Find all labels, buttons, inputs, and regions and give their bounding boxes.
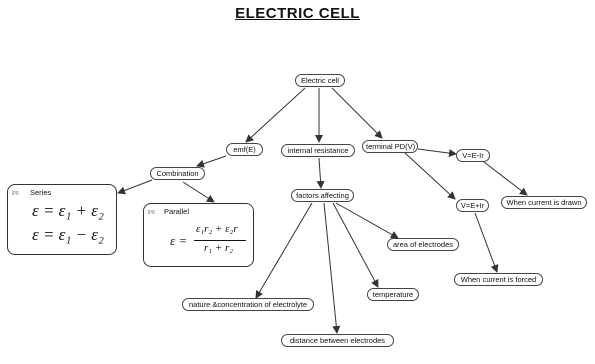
node-area-of-electrodes: area of electrodes xyxy=(387,238,459,251)
parallel-equation-numerator: ε₁r₂ + ε₂r xyxy=(196,223,238,235)
parallel-equation-denominator: r₁ + r₂ xyxy=(204,242,234,254)
node-v-e-minus-ir: V=E-Ir xyxy=(456,149,490,162)
node-internal-resistance: internal resistance xyxy=(281,144,355,157)
edge-root-terminal xyxy=(332,88,382,138)
node-temperature: temperature xyxy=(367,288,419,301)
node-electric-cell: Electric cell xyxy=(295,74,345,87)
edge-factors-temperature xyxy=(333,203,378,287)
edge-combination-parallel xyxy=(183,182,214,202)
series-formula-box xyxy=(7,184,117,255)
edge-terminal-vminus xyxy=(418,149,456,154)
edge-vminus-drawn xyxy=(484,162,527,195)
node-v-e-plus-ir: V=E+Ir xyxy=(456,199,489,212)
parallel-label: Parallel xyxy=(164,207,190,216)
node-factors-affecting: factors affecting xyxy=(291,189,354,202)
node-nature-concentration: nature &concentration of electrolyte xyxy=(182,298,314,311)
series-equation-sum: ε = ε₁ + ε₂ xyxy=(32,201,104,220)
node-when-current-forced: When current is forced xyxy=(454,273,543,286)
edge-factors-area xyxy=(336,203,398,238)
node-combination: Combination xyxy=(150,167,205,180)
parallel-formula-box xyxy=(143,203,254,267)
edge-root-emf xyxy=(246,88,305,142)
node-terminal-pd: terminal PD(V) xyxy=(362,140,418,153)
node-distance-between-electrodes: distance between electrodes xyxy=(281,334,394,347)
series-label: Series xyxy=(30,188,52,197)
diagram-title: ELECTRIC CELL xyxy=(235,5,360,22)
edge-internal-factors xyxy=(319,158,321,188)
edge-combination-series xyxy=(118,180,152,193)
edge-factors-distance xyxy=(324,203,337,333)
edge-vplus-forced xyxy=(475,213,497,272)
fraction-bar xyxy=(194,240,246,241)
edge-emf-combination xyxy=(197,156,226,166)
node-emf: emf(E) xyxy=(226,143,263,156)
jpg-tag: jpg xyxy=(12,190,19,196)
jpg-tag: jpg xyxy=(148,209,155,215)
edge-terminal-vplus xyxy=(405,153,455,199)
parallel-equation-lhs: ε = xyxy=(170,233,188,248)
series-equation-difference: ε = ε₁ − ε₂ xyxy=(32,225,104,244)
node-when-current-drawn: When current is drawn xyxy=(501,196,587,209)
edge-factors-nature xyxy=(256,203,312,298)
